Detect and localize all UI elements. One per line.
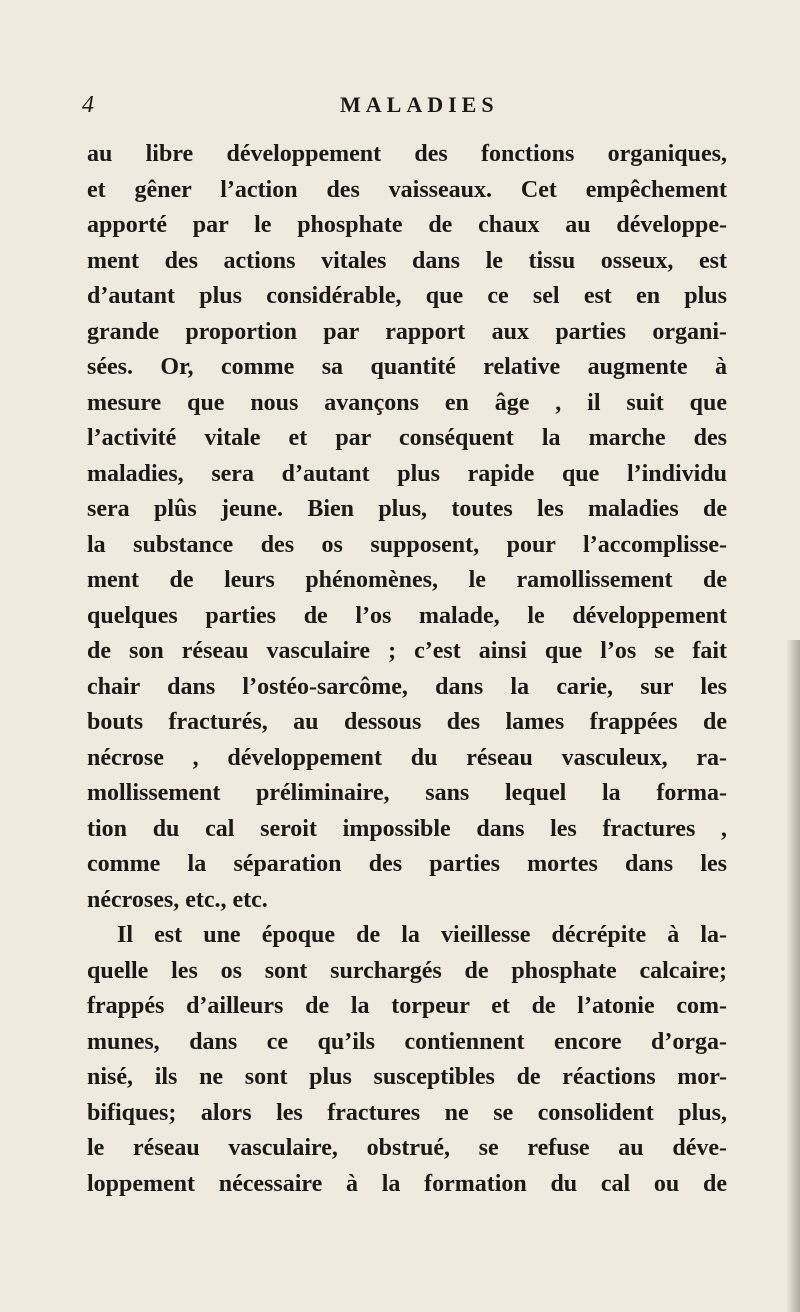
text-line: nisé, ils ne sont plus susceptibles de réactions mor- — [87, 1064, 727, 1090]
page-number: 4 — [82, 92, 94, 118]
paragraph-end-line: nécroses, etc., etc. — [87, 886, 268, 913]
text-line: apporté par le phosphate de chaux au développe- — [87, 212, 727, 238]
paragraph-start-line: Il est une époque de la vieillesse décrépite à la- — [117, 922, 727, 948]
header-title: MALADIES — [340, 92, 499, 117]
text-line: au libre développement des fonctions organiques, — [87, 141, 727, 167]
text-line: frappés d’ailleurs de la torpeur et de l’atonie com- — [87, 993, 727, 1019]
text-line: chair dans l’ostéo-sarcôme, dans la carie, sur les — [87, 673, 727, 700]
text-line: ment de leurs phénomènes, le ramollissement de — [87, 567, 727, 593]
text-line: d’autant plus considérable, que ce sel est en plus — [87, 283, 727, 309]
text-line: bifiques; alors les fractures ne se consolident plus, — [87, 1099, 727, 1126]
text-line: le réseau vasculaire, obstrué, se refuse au déve- — [87, 1135, 727, 1161]
running-head — [0, 92, 800, 122]
text-line: bouts fracturés, au dessous des lames frappées de — [87, 709, 727, 735]
text-line: sera plûs jeune. Bien plus, toutes les maladies de — [87, 496, 727, 522]
text-line: tion du cal seroit impossible dans les fractures , — [87, 815, 727, 842]
body-text — [87, 137, 727, 1202]
text-line: quelle les os sont surchargés de phosphate calcaire; — [87, 957, 727, 984]
text-line: mollissement préliminaire, sans lequel la forma- — [87, 780, 727, 806]
text-line: munes, dans ce qu’ils contiennent encore d’orga- — [87, 1028, 727, 1055]
text-line: et gêner l’action des vaisseaux. Cet empêchement — [87, 176, 727, 203]
text-line: nécrose , développement du réseau vasculeux, ra- — [87, 744, 727, 771]
text-line: grande proportion par rapport aux parties organi- — [87, 318, 727, 345]
text-line: de son réseau vasculaire ; c’est ainsi que l’os se fait — [87, 638, 727, 664]
text-line: maladies, sera d’autant plus rapide que l’individu — [87, 460, 727, 487]
text-line: quelques parties de l’os malade, le développement — [87, 602, 727, 629]
text-line: sées. Or, comme sa quantité relative augmente à — [87, 354, 727, 380]
text-line: comme la séparation des parties mortes dans les — [87, 851, 727, 877]
text-line: l’activité vitale et par conséquent la marche des — [87, 425, 727, 451]
text-line: ment des actions vitales dans le tissu osseux, est — [87, 247, 727, 274]
text-line: mesure que nous avançons en âge , il suit que — [87, 389, 727, 416]
text-line: loppement nécessaire à la formation du cal ou de — [87, 1170, 727, 1197]
text-line: la substance des os supposent, pour l’accomplisse- — [87, 531, 727, 558]
page-edge-shadow — [786, 640, 800, 1312]
